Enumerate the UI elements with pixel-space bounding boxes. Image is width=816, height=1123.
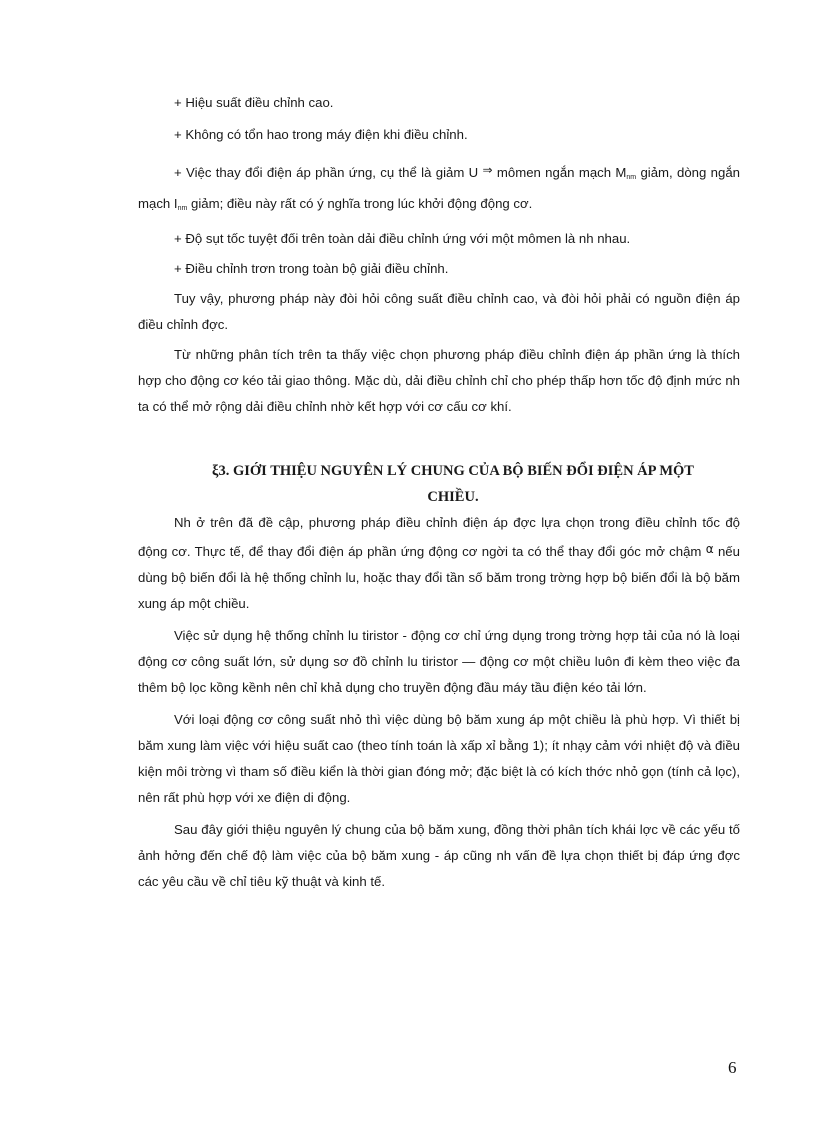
page-body xyxy=(138,90,740,895)
subscript-nm-1: nm xyxy=(626,174,637,181)
bullet-voltage-text-b: mômen ngắn mạch M xyxy=(496,165,627,180)
paragraph-overview-text-b: nếu dùng bộ biến đổi là hệ thống chỉnh lu, hoặc thay đổi tần số băm trong trờng hợp bộ biến đổi là bộ băm xung áp một chiều. xyxy=(138,544,740,611)
bullet-voltage-change xyxy=(138,157,740,222)
bullet-no-loss: + Không có tổn hao trong máy điện khi điều chỉnh. xyxy=(174,127,468,142)
paragraph-overview-text-a: Nh ở trên đã đề cập, phương pháp điều chỉnh điện áp đợc lựa chọn trong điều chỉnh tốc độ động cơ. Thực tế, để thay đổi điện áp phần ứng động cơ ngời ta có thể thay đổi góc mở chậm xyxy=(138,515,740,559)
paragraph-however: Tuy vậy, phương pháp này đòi hỏi công suất điều chỉnh cao, và đòi hỏi phải có nguồn điện áp điều chỉnh đợc. xyxy=(138,291,740,332)
bullet-smooth-control: + Điều chỉnh trơn trong toàn bộ giải điều chỉnh. xyxy=(174,261,449,276)
section-symbol-icon: ξ xyxy=(212,463,219,479)
paragraph-overview xyxy=(138,510,740,617)
bullet-efficiency: + Hiệu suất điều chỉnh cao. xyxy=(174,95,334,110)
section-heading xyxy=(138,458,740,510)
bullet-voltage-text-c: giảm, dòng ngắn mạch I xyxy=(138,165,741,211)
bullet-speed-drop: + Độ sụt tốc tuyệt đối trên toàn dải điều chỉnh ứng với một mômen là nh nhau. xyxy=(174,231,631,246)
implies-arrow-icon: ⇒ xyxy=(482,163,493,177)
section-heading-text: 3. GIỚI THIỆU NGUYÊN LÝ CHUNG CỦA BỘ BIẾN ĐỔI ĐIỆN ÁP MỘT CHIỀU. xyxy=(218,463,694,505)
paragraph-introduction: Sau đây giới thiệu nguyên lý chung của bộ băm xung, đồng thời phân tích khái lợc về các yếu tố ảnh hởng đến chế độ làm việc của bộ băm xung - áp cũng nh vấn đề lựa chọn thiết bị đáp ứng đợc các yêu cầu về chỉ tiêu kỹ thuật và kinh tế. xyxy=(138,822,740,889)
paragraph-conclusion: Từ những phân tích trên ta thấy việc chọn phương pháp điều chỉnh điện áp phần ứng là thích hợp cho động cơ kéo tải giao thông. Mặc dù, dải điều chỉnh chỉ cho phép thấp hơn tốc độ định mức nh ta có thể mở rộng dải điều chỉnh nhờ kết hợp với cơ cấu cơ khí. xyxy=(138,347,740,414)
bullet-voltage-text-a: + Việc thay đổi điện áp phần ứng, cụ thể là giảm U xyxy=(174,165,479,180)
bullet-voltage-text-d: giảm; điều này rất có ý nghĩa trong lúc khởi động động cơ. xyxy=(190,196,533,211)
page-number: 6 xyxy=(728,1058,737,1077)
subscript-nm-2: nm xyxy=(177,205,188,212)
paragraph-thyristor: Việc sử dụng hệ thống chỉnh lu tiristor - động cơ chỉ ứng dụng trong trờng hợp tải của nó là loại động cơ công suất lớn, sử dụng sơ đồ chỉnh lu tiristor — động cơ một chiều luôn đi kèm theo việc đa thêm bộ lọc kồng kềnh nên chỉ khả dụng cho truyền động đầu máy tầu điện kéo tải lớn. xyxy=(138,628,740,695)
paragraph-small-motor: Với loại động cơ công suất nhỏ thì việc dùng bộ băm xung áp một chiều là phù hợp. Vì thiết bị băm xung làm việc với hiệu suất cao (theo tính toán là xấp xỉ bằng 1); ít nhạy cảm với nhiệt độ và điều kiện môi trờng vì tham số điều kiển là thời gian đóng mở; đặc biệt là có kích thớc nhỏ gọn (tính cả lọc), nên rất phù hợp với xe điện di động. xyxy=(138,712,740,805)
alpha-symbol-icon: α xyxy=(705,542,714,556)
